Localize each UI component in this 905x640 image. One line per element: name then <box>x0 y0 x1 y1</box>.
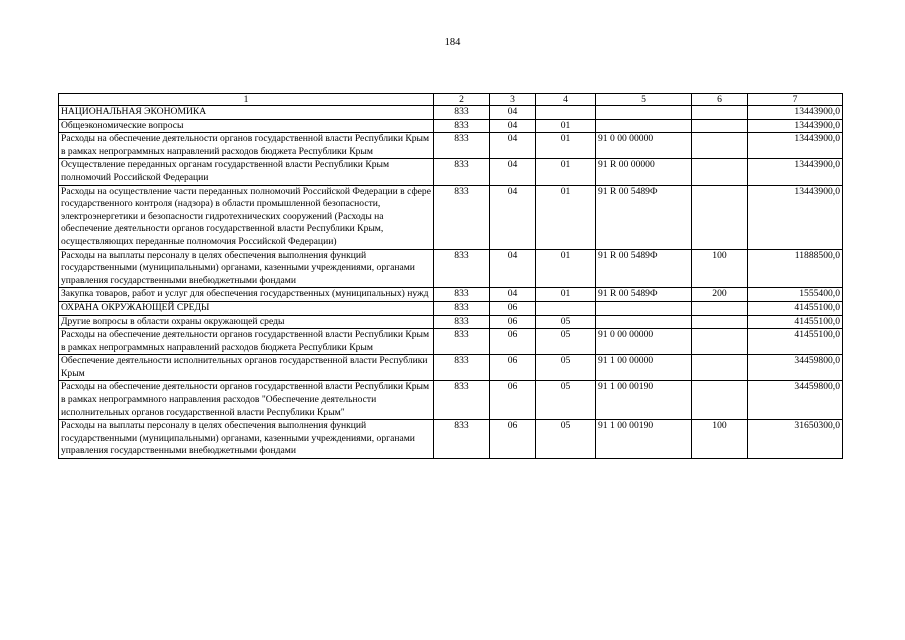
row-col-3: 06 <box>490 315 536 329</box>
row-col-3: 06 <box>490 420 536 459</box>
row-col-4: 05 <box>536 329 596 355</box>
row-col-3: 04 <box>490 159 536 185</box>
row-col-5: 91 R 00 00000 <box>596 159 692 185</box>
table-row <box>59 329 843 355</box>
row-col-6 <box>692 355 748 381</box>
row-col-5: 91 1 00 00190 <box>596 420 692 459</box>
row-amount: 41455100,0 <box>748 301 843 315</box>
row-col-4: 01 <box>536 249 596 288</box>
row-col-6 <box>692 329 748 355</box>
row-col-2: 833 <box>434 288 490 302</box>
row-amount: 1555400,0 <box>748 288 843 302</box>
row-amount: 11888500,0 <box>748 249 843 288</box>
header-col-7: 7 <box>748 94 843 106</box>
header-col-1: 1 <box>59 94 434 106</box>
row-amount: 34459800,0 <box>748 381 843 420</box>
row-col-4: 05 <box>536 381 596 420</box>
row-col-5: 91 R 00 5489Ф <box>596 288 692 302</box>
table-row <box>59 288 843 302</box>
row-col-2: 833 <box>434 185 490 249</box>
table-row <box>59 355 843 381</box>
row-col-5: 91 R 00 5489Ф <box>596 249 692 288</box>
row-col-2: 833 <box>434 133 490 159</box>
row-col-3: 04 <box>490 288 536 302</box>
row-amount: 34459800,0 <box>748 355 843 381</box>
row-col-5 <box>596 301 692 315</box>
row-col-6: 100 <box>692 420 748 459</box>
header-row <box>59 94 843 106</box>
row-col-3: 04 <box>490 119 536 133</box>
row-col-6 <box>692 159 748 185</box>
row-col-4 <box>536 106 596 120</box>
table-row <box>59 159 843 185</box>
row-name: Расходы на выплаты персоналу в целях обеспечения выполнения функций государственными (муниципальными) органами, казенными учреждениями, органами управления государственными внебюджетными фондами <box>59 249 434 288</box>
page-number: 184 <box>444 37 461 48</box>
row-col-2: 833 <box>434 301 490 315</box>
row-name: Расходы на обеспечение деятельности органов государственной власти Республики Крым в рамках непрограммных направлений расходов бюджета Республики Крым <box>59 133 434 159</box>
row-name: Осуществление переданных органам государственной власти Республики Крым полномочий Российской Федерации <box>59 159 434 185</box>
row-name: Обеспечение деятельности исполнительных органов государственной власти Республики Крым <box>59 355 434 381</box>
row-col-3: 06 <box>490 329 536 355</box>
row-col-4: 05 <box>536 355 596 381</box>
table-row <box>59 301 843 315</box>
row-col-3: 06 <box>490 301 536 315</box>
row-col-5: 91 0 00 00000 <box>596 133 692 159</box>
row-col-3: 04 <box>490 249 536 288</box>
row-col-4 <box>536 301 596 315</box>
table-row <box>59 106 843 120</box>
row-col-4: 01 <box>536 185 596 249</box>
header-col-3: 3 <box>490 94 536 106</box>
row-col-6 <box>692 301 748 315</box>
row-amount: 13443900,0 <box>748 159 843 185</box>
row-col-2: 833 <box>434 329 490 355</box>
row-amount: 13443900,0 <box>748 133 843 159</box>
row-col-3: 06 <box>490 381 536 420</box>
row-col-3: 04 <box>490 106 536 120</box>
header-col-5: 5 <box>596 94 692 106</box>
header-col-6: 6 <box>692 94 748 106</box>
row-col-2: 833 <box>434 159 490 185</box>
row-name: Другие вопросы в области охраны окружающей среды <box>59 315 434 329</box>
header-col-2: 2 <box>434 94 490 106</box>
table-row <box>59 119 843 133</box>
row-col-2: 833 <box>434 315 490 329</box>
table-row <box>59 133 843 159</box>
table-row <box>59 381 843 420</box>
row-name: Расходы на осуществление части переданных полномочий Российской Федерации в сфере государственного контроля (надзора) в области промышленной безопасности, электроэнергетики и безопасности гидротехнических сооружений (Расходы на обеспечение деятельности органов государственной власти Республики Крым, осуществляющих переданные полномочия Российской Федерации) <box>59 185 434 249</box>
row-col-2: 833 <box>434 119 490 133</box>
row-col-5 <box>596 119 692 133</box>
row-amount: 13443900,0 <box>748 185 843 249</box>
row-col-4: 05 <box>536 420 596 459</box>
row-col-2: 833 <box>434 355 490 381</box>
row-name: Расходы на обеспечение деятельности органов государственной власти Республики Крым в рамках непрограммного направления расходов "Обеспечение деятельности исполнительных органов государственной власти Республики Крым" <box>59 381 434 420</box>
row-col-3: 06 <box>490 355 536 381</box>
row-col-6 <box>692 315 748 329</box>
row-col-6: 100 <box>692 249 748 288</box>
row-amount: 41455100,0 <box>748 315 843 329</box>
row-col-4: 01 <box>536 159 596 185</box>
row-name: Расходы на обеспечение деятельности органов государственной власти Республики Крым в рамках непрограммных направлений расходов бюджета Республики Крым <box>59 329 434 355</box>
table-row <box>59 420 843 459</box>
row-name: Расходы на выплаты персоналу в целях обеспечения выполнения функций государственными (муниципальными) органами, казенными учреждениями, органами управления государственными внебюджетными фондами <box>59 420 434 459</box>
header-col-4: 4 <box>536 94 596 106</box>
row-col-4: 05 <box>536 315 596 329</box>
row-col-3: 04 <box>490 185 536 249</box>
row-col-6 <box>692 381 748 420</box>
row-col-5 <box>596 315 692 329</box>
row-col-2: 833 <box>434 249 490 288</box>
row-amount: 13443900,0 <box>748 119 843 133</box>
row-col-5: 91 1 00 00190 <box>596 381 692 420</box>
row-col-5: 91 0 00 00000 <box>596 329 692 355</box>
row-col-6: 200 <box>692 288 748 302</box>
row-col-5: 91 1 00 00000 <box>596 355 692 381</box>
row-name: НАЦИОНАЛЬНАЯ ЭКОНОМИКА <box>59 106 434 120</box>
row-name: ОХРАНА ОКРУЖАЮЩЕЙ СРЕДЫ <box>59 301 434 315</box>
budget-table <box>58 93 843 459</box>
table-row <box>59 249 843 288</box>
row-col-4: 01 <box>536 288 596 302</box>
row-col-6 <box>692 133 748 159</box>
row-amount: 31650300,0 <box>748 420 843 459</box>
row-col-6 <box>692 119 748 133</box>
row-col-2: 833 <box>434 106 490 120</box>
row-name: Закупка товаров, работ и услуг для обеспечения государственных (муниципальных) нужд <box>59 288 434 302</box>
row-col-2: 833 <box>434 381 490 420</box>
row-col-6 <box>692 106 748 120</box>
row-col-5: 91 R 00 5489Ф <box>596 185 692 249</box>
row-col-2: 833 <box>434 420 490 459</box>
table-row <box>59 185 843 249</box>
row-col-4: 01 <box>536 133 596 159</box>
row-col-6 <box>692 185 748 249</box>
row-col-5 <box>596 106 692 120</box>
row-col-4: 01 <box>536 119 596 133</box>
row-col-3: 04 <box>490 133 536 159</box>
row-name: Общеэкономические вопросы <box>59 119 434 133</box>
row-amount: 13443900,0 <box>748 106 843 120</box>
table-row <box>59 315 843 329</box>
row-amount: 41455100,0 <box>748 329 843 355</box>
